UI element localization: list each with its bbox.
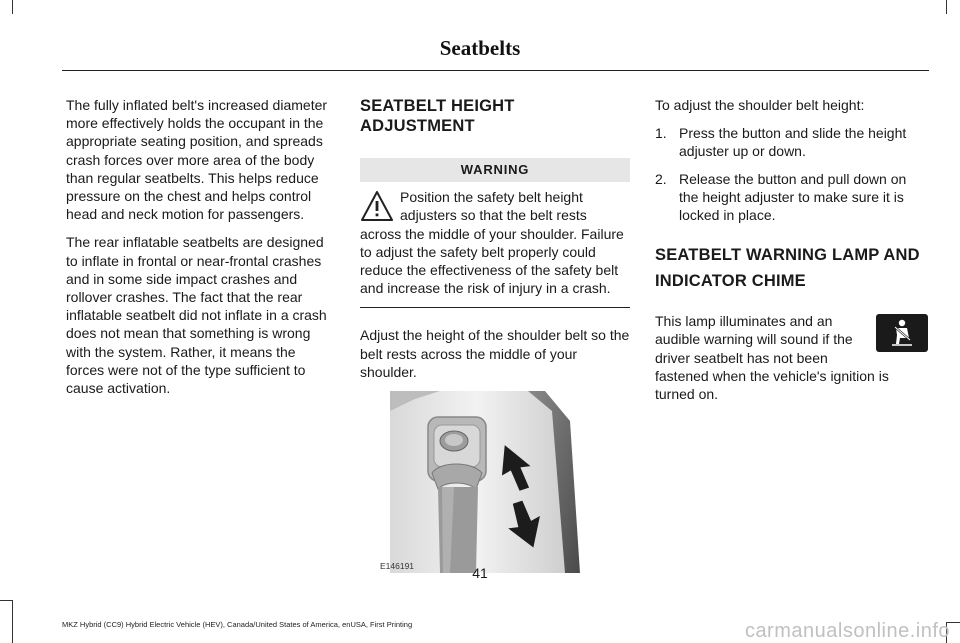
paragraph-adjust-height: Adjust the height of the shoulder belt so the belt rests across the middle of your shoulder. xyxy=(360,327,630,380)
list-item: 2. Release the button and pull down on the height adjuster to make sure it is locked in place. xyxy=(655,170,907,224)
crop-mark-bottom-left xyxy=(12,600,13,643)
warning-label: WARNING xyxy=(360,158,630,182)
section-heading-height-adjustment: SEATBELT HEIGHT ADJUSTMENT xyxy=(360,97,515,135)
header-divider xyxy=(62,70,929,71)
paragraph-inflated-belt: The fully inflated belt's increased diameter more effectively holds the occupant in the appropriate seating position, and spreads crash forces over more area of the body than regular seatbelts. This helps reduce pressure on the chest and helps control head and neck motion for passengers. xyxy=(66,97,328,223)
page-number: 41 xyxy=(472,565,488,581)
seatbelt-pillar-image xyxy=(380,391,610,573)
warning-lamp-text: This lamp illuminates and an audible warning will sound if the driver seatbelt has not been fastened when the vehicle's ignition is turned on. xyxy=(655,313,889,403)
page-title: Seatbelts xyxy=(439,36,521,60)
column-right xyxy=(655,96,928,403)
watermark: carmanualsonline.info xyxy=(744,620,950,642)
column-left xyxy=(66,96,336,407)
section-heading-warning-lamp: SEATBELT WARNING LAMP AND INDICATOR CHIME xyxy=(655,246,920,291)
warning-text: Position the safety belt height adjusters so that the belt rests across the middle of your shoulder. Failure to adjust the safety belt properly could reduce the effectiveness of the safety belt and increase the risk of injury in a crash. xyxy=(360,189,624,297)
warning-triangle-icon xyxy=(360,190,394,222)
figure-code: E146191 xyxy=(380,560,415,571)
paragraph-rear-inflatable: The rear inflatable seatbelts are designed to inflate in frontal or near-frontal crashes and in some side impact crashes and rollover crashes. The fact that the rear inflatable seatbelt did not inflate in a crash does not mean that something is wrong with the system. Rather, it means the forces were not of the type sufficient to cause activation. xyxy=(66,234,327,397)
seatbelt-warning-icon xyxy=(876,314,928,352)
crop-mark-top-left xyxy=(12,0,13,14)
height-adjuster-illustration xyxy=(380,391,610,573)
warning-lamp-description xyxy=(655,312,928,403)
warning-box xyxy=(360,188,630,308)
list-item: 1. Press the button and slide the height adjuster up or down. xyxy=(655,125,907,160)
footer-text: MKZ Hybrid (CC9) Hybrid Electric Vehicle (HEV), Canada/United States of America, enUSA, First Printing xyxy=(62,620,413,629)
paragraph-adjust-intro: To adjust the shoulder belt height: xyxy=(655,97,865,113)
adjustment-steps xyxy=(655,124,928,224)
column-middle xyxy=(360,96,630,573)
crop-mark-top-right xyxy=(946,0,947,14)
crop-mark-bottom-left-h xyxy=(0,600,12,601)
